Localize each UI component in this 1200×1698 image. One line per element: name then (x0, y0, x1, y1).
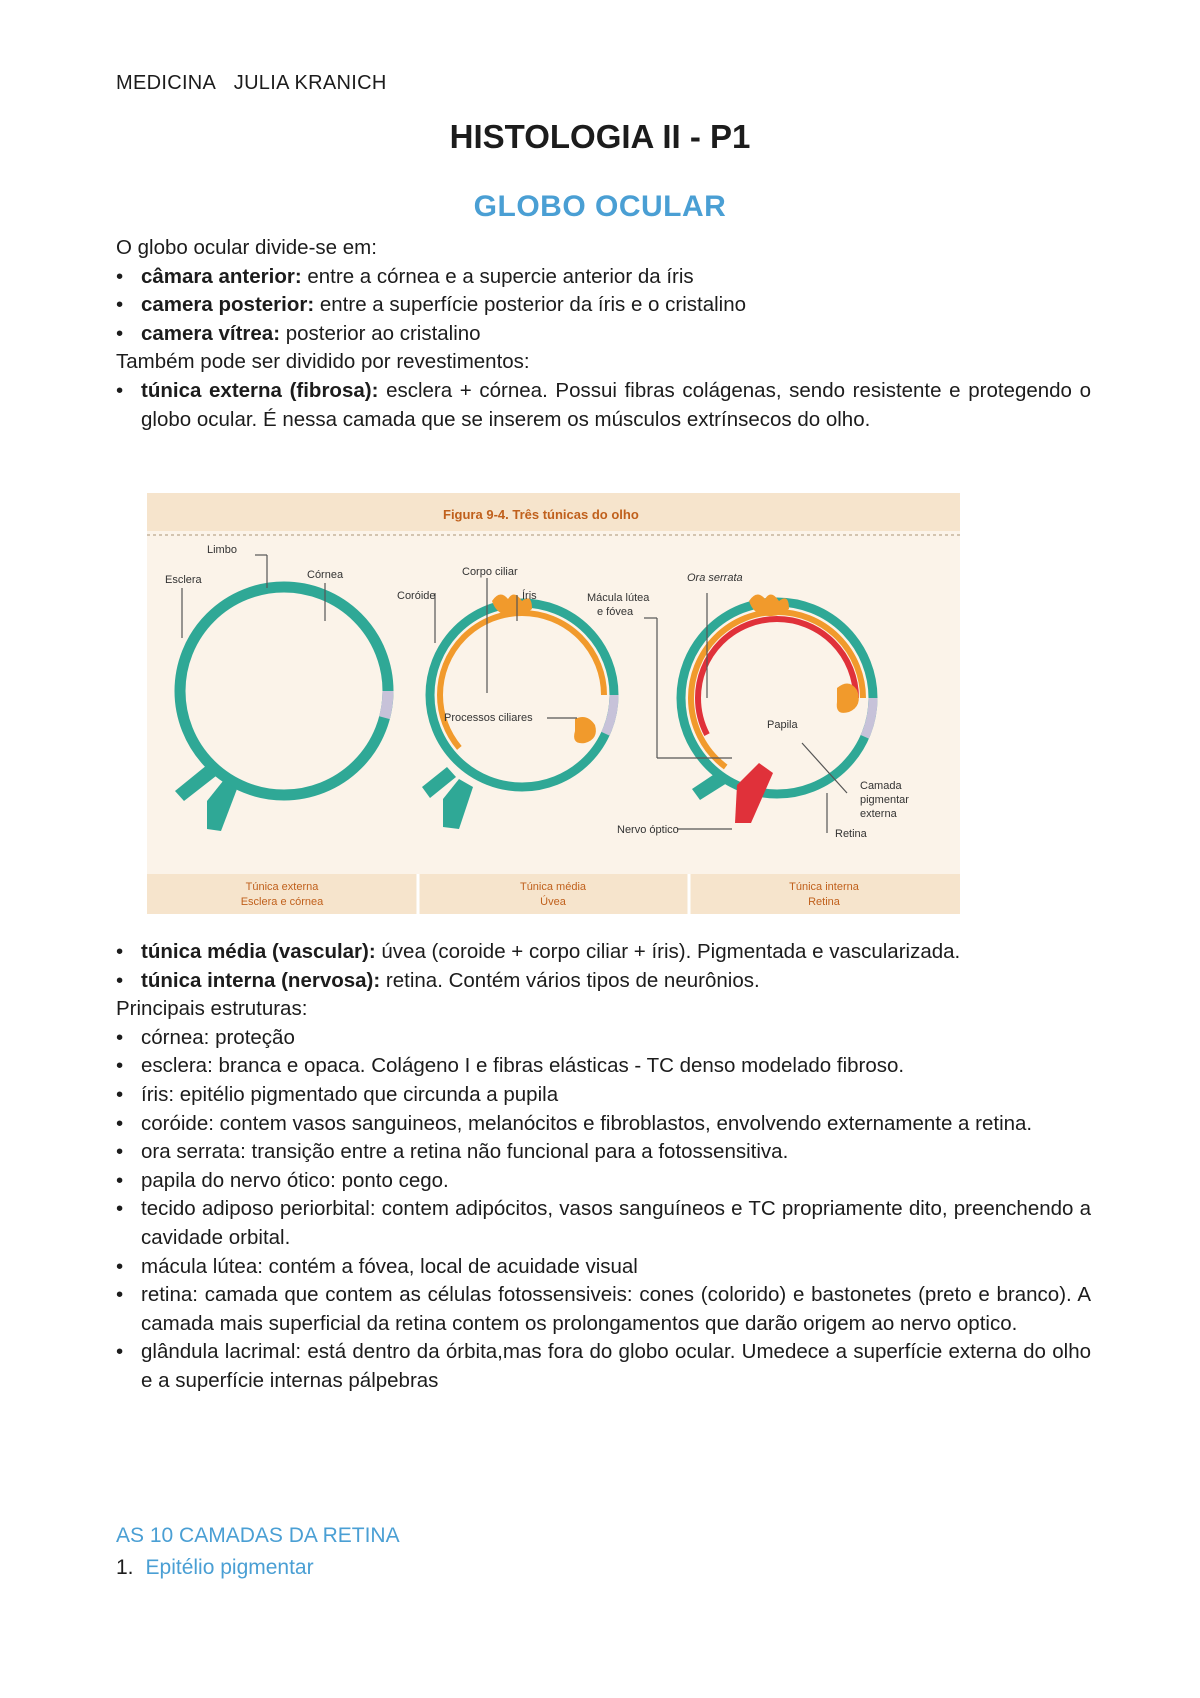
course-name: MEDICINA (116, 72, 217, 94)
item-number: 1. (116, 1556, 134, 1579)
list-item: • túnica interna (nervosa): retina. Contém vários tipos de neurônios. (116, 967, 1091, 996)
label-iris: Íris (522, 590, 537, 602)
label-camada-2: pigmentar (860, 794, 909, 806)
intro-text: O globo ocular divide-se em: (116, 236, 377, 259)
item-text: Epitélio pigmentar (145, 1556, 314, 1579)
label-cornea: Córnea (307, 569, 344, 581)
label-camada-3: externa (860, 808, 897, 820)
eye-tunics-figure (147, 493, 960, 914)
list-item: • mácula lútea: contém a fóvea, local de acuidade visual (116, 1253, 1091, 1282)
list-item: • glândula lacrimal: está dentro da órbita,mas fora do globo ocular. Umedece a superfície externa do olho e a superfície internas pálpebras (116, 1338, 1091, 1395)
list-item: • esclera: branca e opaca. Colágeno I e fibras elásticas - TC denso modelado fibroso. (116, 1052, 1091, 1081)
page-title: HISTOLOGIA II - P1 (449, 118, 751, 155)
label-limbo: Limbo (207, 544, 237, 556)
figure-svg (147, 493, 960, 914)
label-camada-1: Camada (860, 780, 902, 792)
label-processos-ciliares: Processos ciliares (444, 712, 533, 724)
list-item: • íris: epitélio pigmentado que circunda a pupila (116, 1081, 1091, 1110)
figure-title: Figura 9-4. Três túnicas do olho (443, 507, 639, 522)
tunics-list (116, 377, 1091, 434)
list-item (116, 1556, 314, 1580)
list-item: • tecido adiposo periorbital: contem adipócitos, vasos sanguíneos e TC propriamente dito, preenchendo a cavidade orbital. (116, 1195, 1091, 1252)
figure-bands (147, 874, 960, 914)
list-item: • camera vítrea: posterior ao cristalino (116, 320, 1091, 349)
band-2-line-2: Úvea (540, 896, 566, 908)
band-1-line-1: Túnica externa (245, 881, 319, 893)
chambers-list (116, 263, 1091, 349)
list-item: • córnea: proteção (116, 1024, 1091, 1053)
label-macula-1: Mácula lútea (587, 592, 650, 604)
band-3-line-1: Túnica interna (789, 881, 859, 893)
label-esclera: Esclera (165, 574, 202, 586)
band-1-line-2: Esclera e córnea (240, 896, 324, 908)
label-macula-2: e fóvea (597, 606, 634, 618)
list-item: • camera posterior: entre a superfície posterior da íris e o cristalino (116, 291, 1091, 320)
label-coroide: Coróide (397, 590, 436, 602)
band-2-line-1: Túnica média (519, 881, 587, 893)
page-header (116, 72, 387, 95)
author-name: JULIA KRANICH (233, 72, 387, 94)
intro-text: Principais estruturas: (116, 997, 308, 1021)
label-retina: Retina (835, 828, 867, 840)
list-item: • retina: camada que contem as células fotossensiveis: cones (colorido) e bastonetes (preto e branco). A camada mais superficial da retina contem os prolongamentos que darão origem ao nervo optico. (116, 1281, 1091, 1338)
list-item: • ora serrata: transição entre a retina não funcional para a fotossensitiva. (116, 1138, 1091, 1167)
section-heading: GLOBO OCULAR (473, 190, 727, 223)
intro-block (116, 234, 1091, 434)
list-item: • coróide: contem vasos sanguineos, melanócitos e fibroblastos, envolvendo externamente a retina. (116, 1110, 1091, 1139)
tunics-list-continued (116, 938, 1091, 995)
label-corpo-ciliar: Corpo ciliar (462, 566, 518, 578)
list-item: • túnica média (vascular): úvea (coroide + corpo ciliar + íris). Pigmentada e vascularizada. (116, 938, 1091, 967)
label-nervo-optico: Nervo óptico (617, 824, 679, 836)
list-item: • papila do nervo ótico: ponto cego. (116, 1167, 1091, 1196)
band-3-line-2: Retina (808, 896, 840, 908)
intro-text: Também pode ser dividido por revestimentos: (116, 350, 530, 374)
structures-list (116, 1024, 1091, 1396)
retina-layers-heading: AS 10 CAMADAS DA RETINA (116, 1524, 400, 1547)
label-papila: Papila (767, 719, 798, 731)
structures-block (116, 938, 1091, 1396)
list-item: • túnica externa (fibrosa): esclera + córnea. Possui fibras colágenas, sendo resistente e protegendo o globo ocular. É nessa camada que se inserem os músculos extrínsecos do olho. (116, 377, 1091, 434)
label-ora-serrata: Ora serrata (687, 572, 743, 584)
list-item: • câmara anterior: entre a córnea e a supercie anterior da íris (116, 263, 1091, 292)
